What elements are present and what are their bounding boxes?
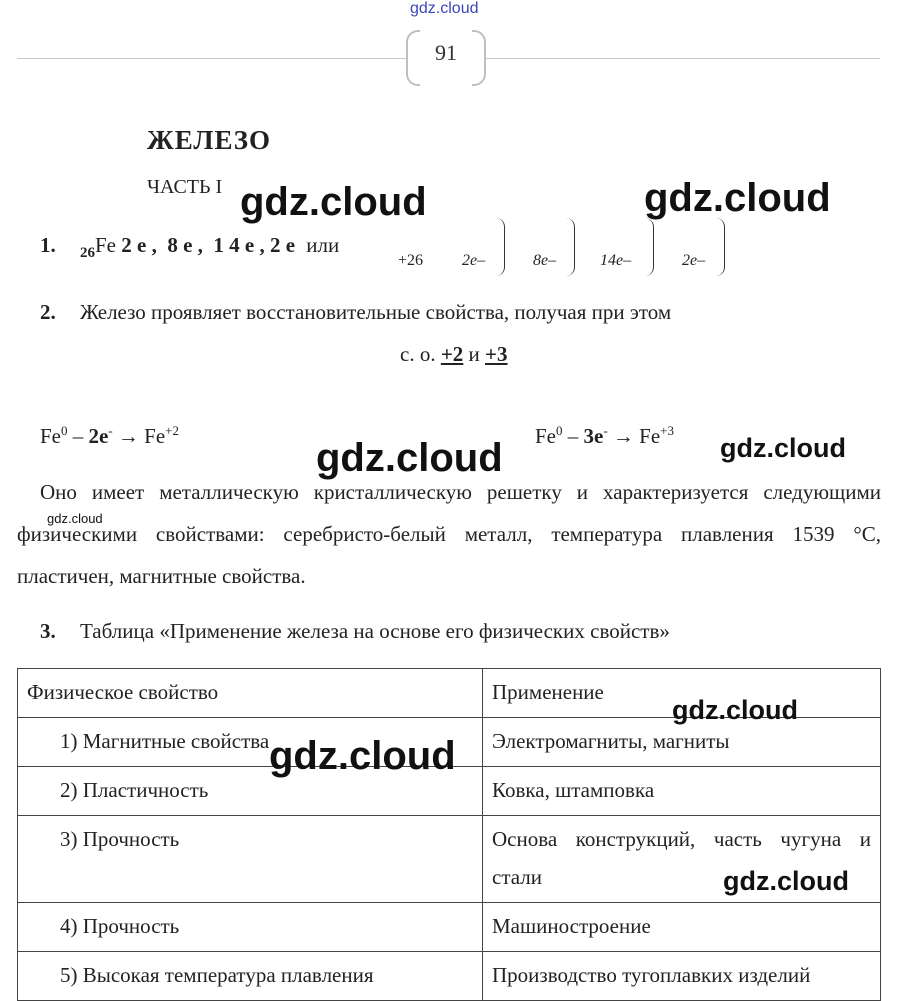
electron-config: 2 е , 8 е , 1 4 е , 2 е <box>121 233 296 257</box>
item-1-number: 1. <box>40 233 56 257</box>
table-cell-property: 2) Пластичность <box>18 767 483 816</box>
eq2-sup0: 0 <box>556 423 563 438</box>
shell-label-4: 2е– <box>682 252 706 269</box>
table-cell-property: 1) Магнитные свойства <box>18 718 483 767</box>
element-symbol: Fe <box>95 233 116 257</box>
eq2-electrons: 3е <box>583 424 604 448</box>
watermark: gdz.cloud <box>240 180 427 224</box>
eq2-esup: - <box>603 423 608 438</box>
oxidation-states <box>400 342 508 367</box>
table-header-application: Применение <box>483 669 881 718</box>
or-word: или <box>306 233 340 257</box>
eq1-esup: - <box>108 423 113 438</box>
eq2-arrow: → <box>612 424 634 448</box>
electron-shell-2 <box>566 218 575 276</box>
electron-shell-4 <box>716 218 725 276</box>
watermark: gdz.cloud <box>723 866 849 896</box>
table-cell-application: Машиностроение <box>483 903 881 952</box>
oxidation-and: и <box>468 342 480 366</box>
eq1-result: Fe <box>144 424 166 448</box>
table-row <box>18 952 881 1001</box>
table-cell-application: Производство тугоплавких изделий <box>483 952 881 1001</box>
page-title: ЖЕЛЕЗО <box>147 125 272 155</box>
item-1-formula <box>80 233 339 262</box>
page-number-frame-gap-top <box>420 28 472 34</box>
eq1-minus: – <box>72 424 84 448</box>
eq1-sup0: 0 <box>61 423 68 438</box>
table-cell-property: 3) Прочность <box>18 816 483 903</box>
shell-label-2: 8е– <box>533 252 557 269</box>
oxidation-state-1: +2 <box>440 342 464 366</box>
item-3-text: Таблица «Применение железа на основе его физических свойств» <box>80 619 670 643</box>
oxidation-state-2: +3 <box>485 342 508 366</box>
equation-2 <box>535 423 674 449</box>
watermark: gdz.cloud <box>316 436 503 480</box>
eq1-electrons: 2е <box>88 424 109 448</box>
eq2-minus: – <box>567 424 579 448</box>
electron-shell-1 <box>496 218 505 276</box>
eq1-arrow: → <box>117 424 139 448</box>
eq1-base: Fe <box>40 424 61 448</box>
page-number: 91 <box>435 40 457 65</box>
table-cell-application: Основа конструкций, часть чугуна и стали <box>483 816 881 903</box>
electron-shell-3 <box>645 218 654 276</box>
watermark: gdz.cloud <box>47 511 103 526</box>
shell-label-3: 14е– <box>600 252 632 269</box>
table-cell-property: 4) Прочность <box>18 903 483 952</box>
eq2-rsup: +3 <box>660 423 675 438</box>
table-cell-property: 5) Высокая температура плавления <box>18 952 483 1001</box>
watermark: gdz.cloud <box>269 734 456 778</box>
table-row <box>18 903 881 952</box>
eq2-result: Fe <box>639 424 661 448</box>
item-3-number: 3. <box>40 619 56 643</box>
table-header-property: Физическое свойство <box>18 669 483 718</box>
shell-label-1: 2е– <box>462 252 486 269</box>
watermark: gdz.cloud <box>672 695 798 725</box>
part-label: ЧАСТЬ I <box>147 176 223 198</box>
properties-paragraph: Оно имеет металлическую кристаллическую решетку и характеризуется следующими физическими свойствами: серебристо-белый металл, температура плавления 1539 °С, пластичен, магнитные свойства. <box>17 480 881 588</box>
oxidation-prefix: с. о. <box>400 342 436 366</box>
eq2-base: Fe <box>535 424 556 448</box>
page-number-frame-gap-bottom <box>420 82 472 88</box>
nucleus-charge: +26 <box>398 252 424 269</box>
atomic-number: 26 <box>80 245 95 262</box>
watermark: gdz.cloud <box>720 433 846 463</box>
header-rule-right <box>486 58 880 59</box>
equation-1 <box>40 423 179 449</box>
header-rule-left <box>17 58 406 59</box>
table-cell-application: Электромагниты, магниты <box>483 718 881 767</box>
watermark-top: gdz.cloud <box>410 0 479 17</box>
eq1-rsup: +2 <box>165 423 180 438</box>
item-2-text: Железо проявляет восстановительные свойства, получая при этом <box>80 300 672 324</box>
item-2-number: 2. <box>40 300 56 324</box>
table-cell-application: Ковка, штамповка <box>483 767 881 816</box>
watermark: gdz.cloud <box>644 176 831 220</box>
